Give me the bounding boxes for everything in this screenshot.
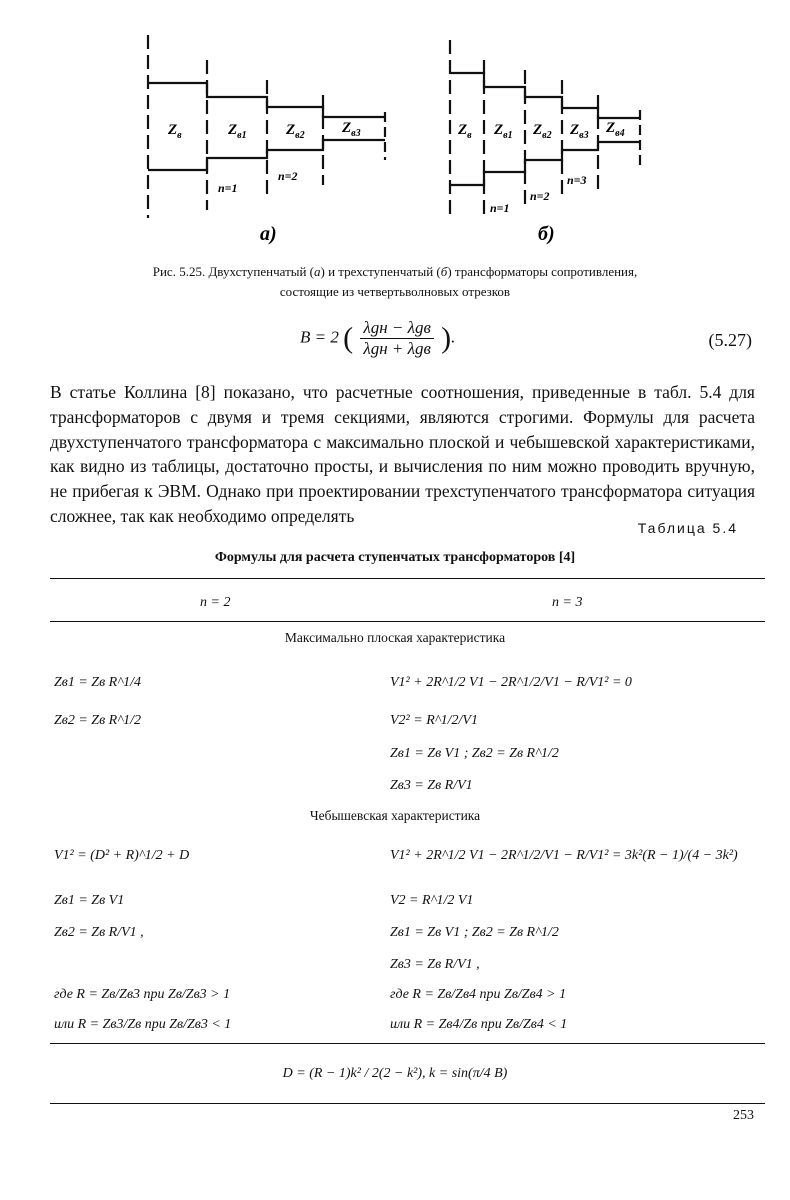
- section-chebyshev: Чебышевская характеристика: [309, 808, 481, 823]
- section-label: $Z_{в4}$: [606, 120, 625, 139]
- formula-right: V1² + 2R^1/2 V1 − 2R^1/2/V1 − R/V1² = 3k²(R − 1)/(4 − 3k²): [390, 848, 738, 863]
- table-rule-footer: [50, 1043, 765, 1044]
- section-flat: Максимально плоская характеристика: [284, 630, 506, 645]
- figure-caption: Рис. 5.25. Двухступенчатый (а) и трехступенчатый (б) трансформаторы сопротивления, состоящие из четвертьволновых отрезков: [152, 264, 638, 299]
- section-label: $Z_{в1}$: [494, 122, 513, 141]
- table-label: Таблица 5.4: [637, 520, 738, 536]
- formula-right: V2² = R^1/2/V1: [390, 713, 478, 728]
- formula-left: V1² = (D² + R)^1/2 + D: [54, 848, 190, 863]
- formula-left: или R = Zв3/Zв при Zв/Zв3 < 1: [54, 1017, 232, 1032]
- formula-right: Zв3 = Zв R/V1: [390, 778, 473, 793]
- formula-right: V1² + 2R^1/2 V1 − 2R^1/2/V1 − R/V1² = 0: [390, 675, 632, 690]
- formula-right: где R = Zв/Zв4 при Zв/Zв4 > 1: [390, 987, 567, 1002]
- n-label: n=1: [490, 201, 510, 215]
- section-label: $Z_{в3}$: [342, 120, 361, 139]
- transformer-figure: [0, 0, 790, 255]
- panel-label-a: а): [260, 223, 277, 245]
- formula-left: Zв1 = Zв R^1/4: [54, 675, 142, 690]
- table-rule-top: [50, 578, 765, 579]
- section-label: $Z_{в1}$: [228, 122, 247, 141]
- equation-number: (5.27): [708, 330, 752, 350]
- section-label: $Z_{в3}$: [570, 122, 589, 141]
- n-label: n=2: [278, 169, 298, 183]
- n-label: n=2: [530, 189, 550, 203]
- section-label: $Z_{в2}$: [533, 122, 552, 141]
- formula-left: Zв1 = Zв V1: [54, 893, 125, 908]
- table-rule-bottom: [50, 1103, 765, 1104]
- n-label: n=1: [218, 181, 238, 195]
- table-title: Формулы для расчета ступенчатых трансформаторов [4]: [214, 550, 576, 565]
- formula-right: Zв1 = Zв V1 ; Zв2 = Zв R^1/2: [390, 925, 559, 940]
- formula-right: V2 = R^1/2 V1: [390, 893, 474, 908]
- section-label: $Z_в$: [458, 122, 472, 141]
- section-label: $Z_в$: [168, 122, 182, 141]
- column-header-n3: n = 3: [552, 595, 583, 610]
- column-header-n2: n = 2: [200, 595, 231, 610]
- section-label: $Z_{в2}$: [286, 122, 305, 141]
- formula-right: или R = Zв4/Zв при Zв/Zв4 < 1: [390, 1017, 568, 1032]
- page-number: 253: [733, 1108, 754, 1123]
- formula-left: Zв2 = Zв R^1/2: [54, 713, 142, 728]
- formula-left: где R = Zв/Zв3 при Zв/Zв3 > 1: [54, 987, 231, 1002]
- body-paragraph: В статье Коллина [8] показано, что расчетные соотношения, приведенные в табл. 5.4 для трансформаторов с двумя и тремя секциями, являются строгими. Формулы для расчета двухступенчатого трансформатора с максимально плоской и чебышевской характеристиками, как видно из таблицы, достаточно просты, и вычисления по ним можно проводить вручную, не прибегая к ЭВМ. Однако при проектировании трехступенчатого трансформатора ситуация сложнее, так как необходимо определять: [50, 382, 755, 526]
- table-rule-header: [50, 621, 765, 622]
- formula-right: Zв1 = Zв V1 ; Zв2 = Zв R^1/2: [390, 746, 559, 761]
- equation-5-27: B = 2 ( $\frac{\text{λgн − λgв}}{\text{λgн + λgв}}$ ).: [300, 318, 456, 358]
- formula-left: Zв2 = Zв R/V1 ,: [54, 925, 144, 940]
- formula-right: Zв3 = Zв R/V1 ,: [390, 957, 480, 972]
- n-label: n=3: [567, 173, 587, 187]
- panel-label-b: б): [538, 223, 555, 245]
- footer-formula: D = (R − 1)k² / 2(2 − k²), k = sin(π/4 B): [282, 1066, 508, 1081]
